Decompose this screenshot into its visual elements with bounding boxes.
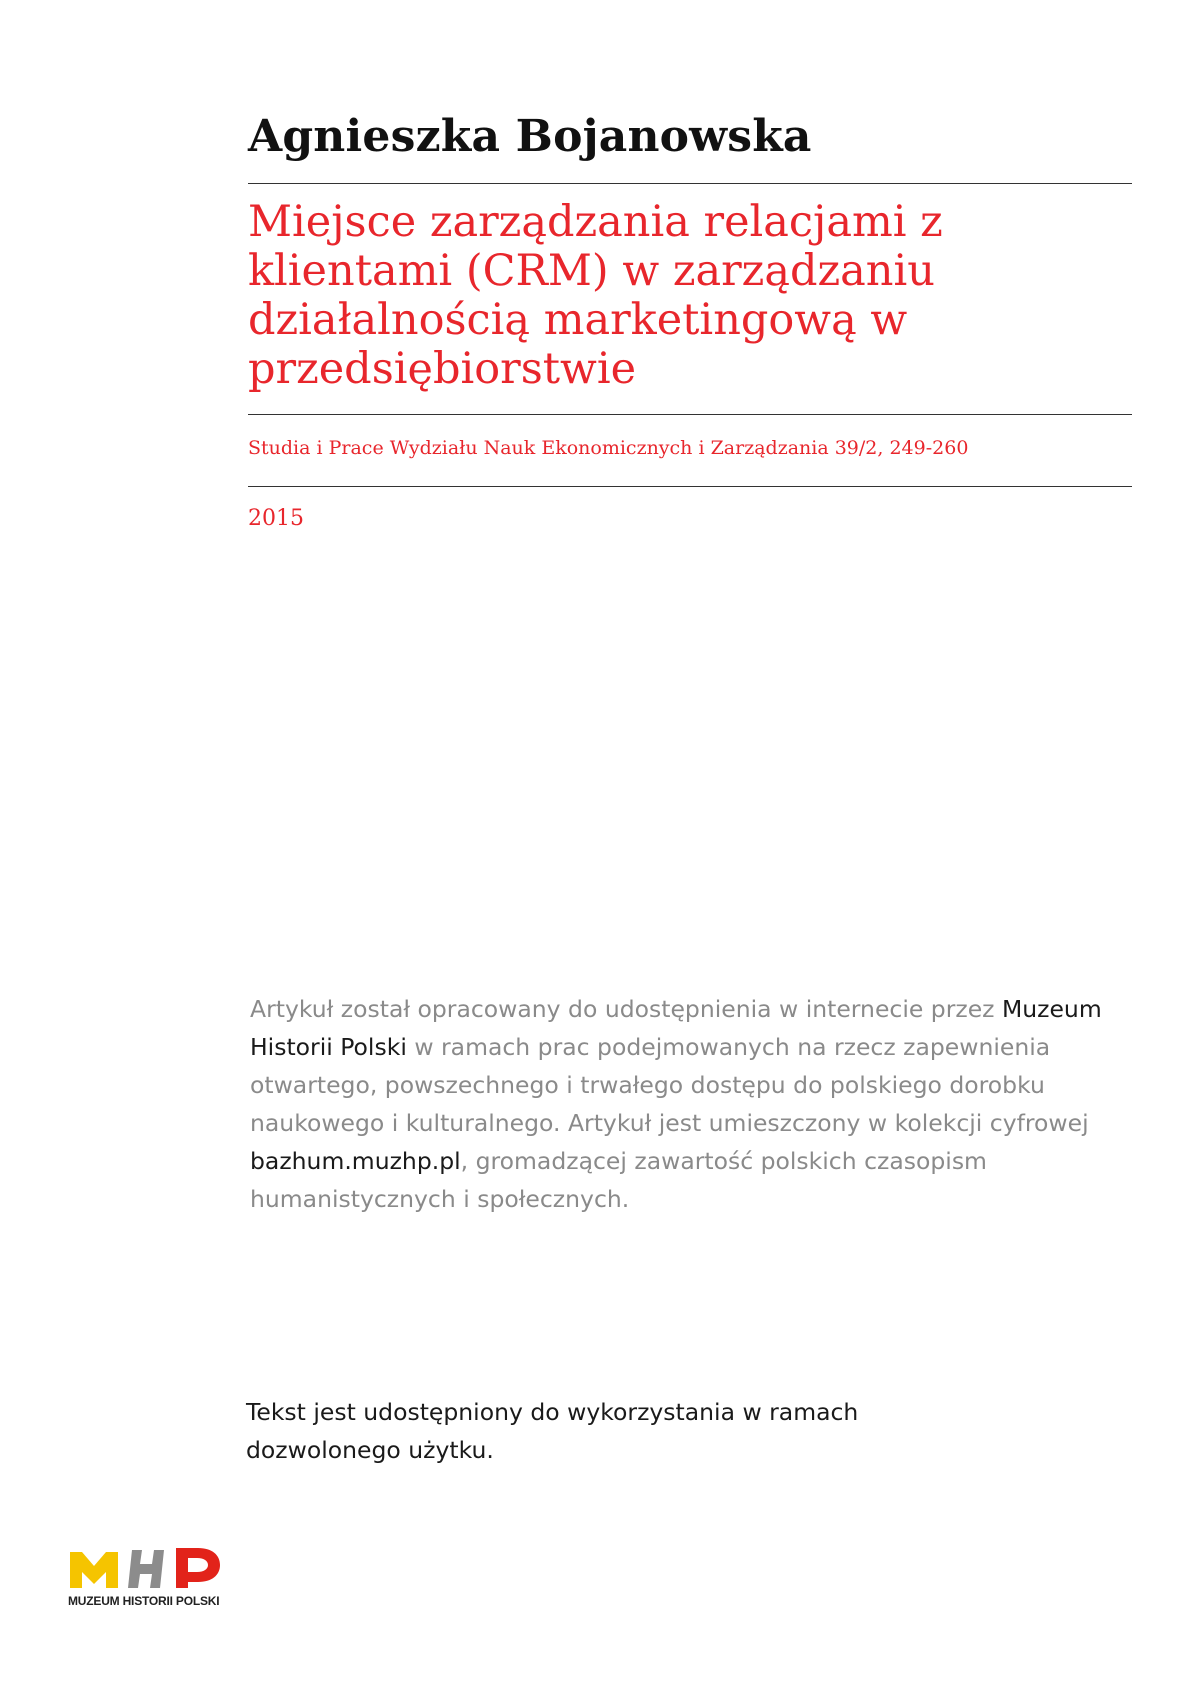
museum-name: Muzeum Historii Polski xyxy=(250,995,1102,1061)
collection-link[interactable]: bazhum.muzhp.pl xyxy=(250,1147,461,1175)
journal-citation: Studia i Prace Wydziału Nauk Ekonomicznych i Zarządzania 39/2, 249-260 xyxy=(248,437,969,459)
logo-letter-p xyxy=(176,1548,220,1588)
mhp-logo xyxy=(68,1542,258,1612)
logo-letter-h xyxy=(128,1550,164,1588)
license-notice: Tekst jest udostępniony do wykorzystania w ramach dozwolonego użytku. xyxy=(246,1398,859,1464)
mhp-logo-icon xyxy=(68,1542,258,1592)
logo-caption: MUZEUM HISTORII POLSKI xyxy=(68,1594,220,1608)
notice-text-3: , gromadzącej zawartość polskich czasopism humanistycznych i społecznych. xyxy=(250,1147,987,1213)
divider-middle xyxy=(248,414,1132,415)
divider-top xyxy=(248,183,1132,184)
author-name: Agnieszka Bojanowska xyxy=(248,111,812,162)
notice-text-2: w ramach prac podejmowanych na rzecz zapewnienia otwartego, powszechnego i trwałego dostępu do polskiego dorobku naukowego i kulturalnego. Artykuł jest umieszczony w kolekcji cyfrowej xyxy=(250,1033,1089,1137)
article-title: Miejsce zarządzania relacjami z klientami (CRM) w zarządzaniu działalnością marketingową w przedsiębiorstwie xyxy=(248,197,943,394)
digitization-notice xyxy=(250,990,1110,1218)
logo-letter-m xyxy=(70,1552,118,1588)
notice-text-1: Artykuł został opracowany do udostępnienia w internecie przez xyxy=(250,995,1002,1023)
publication-year: 2015 xyxy=(248,506,304,531)
divider-bottom xyxy=(248,486,1132,487)
